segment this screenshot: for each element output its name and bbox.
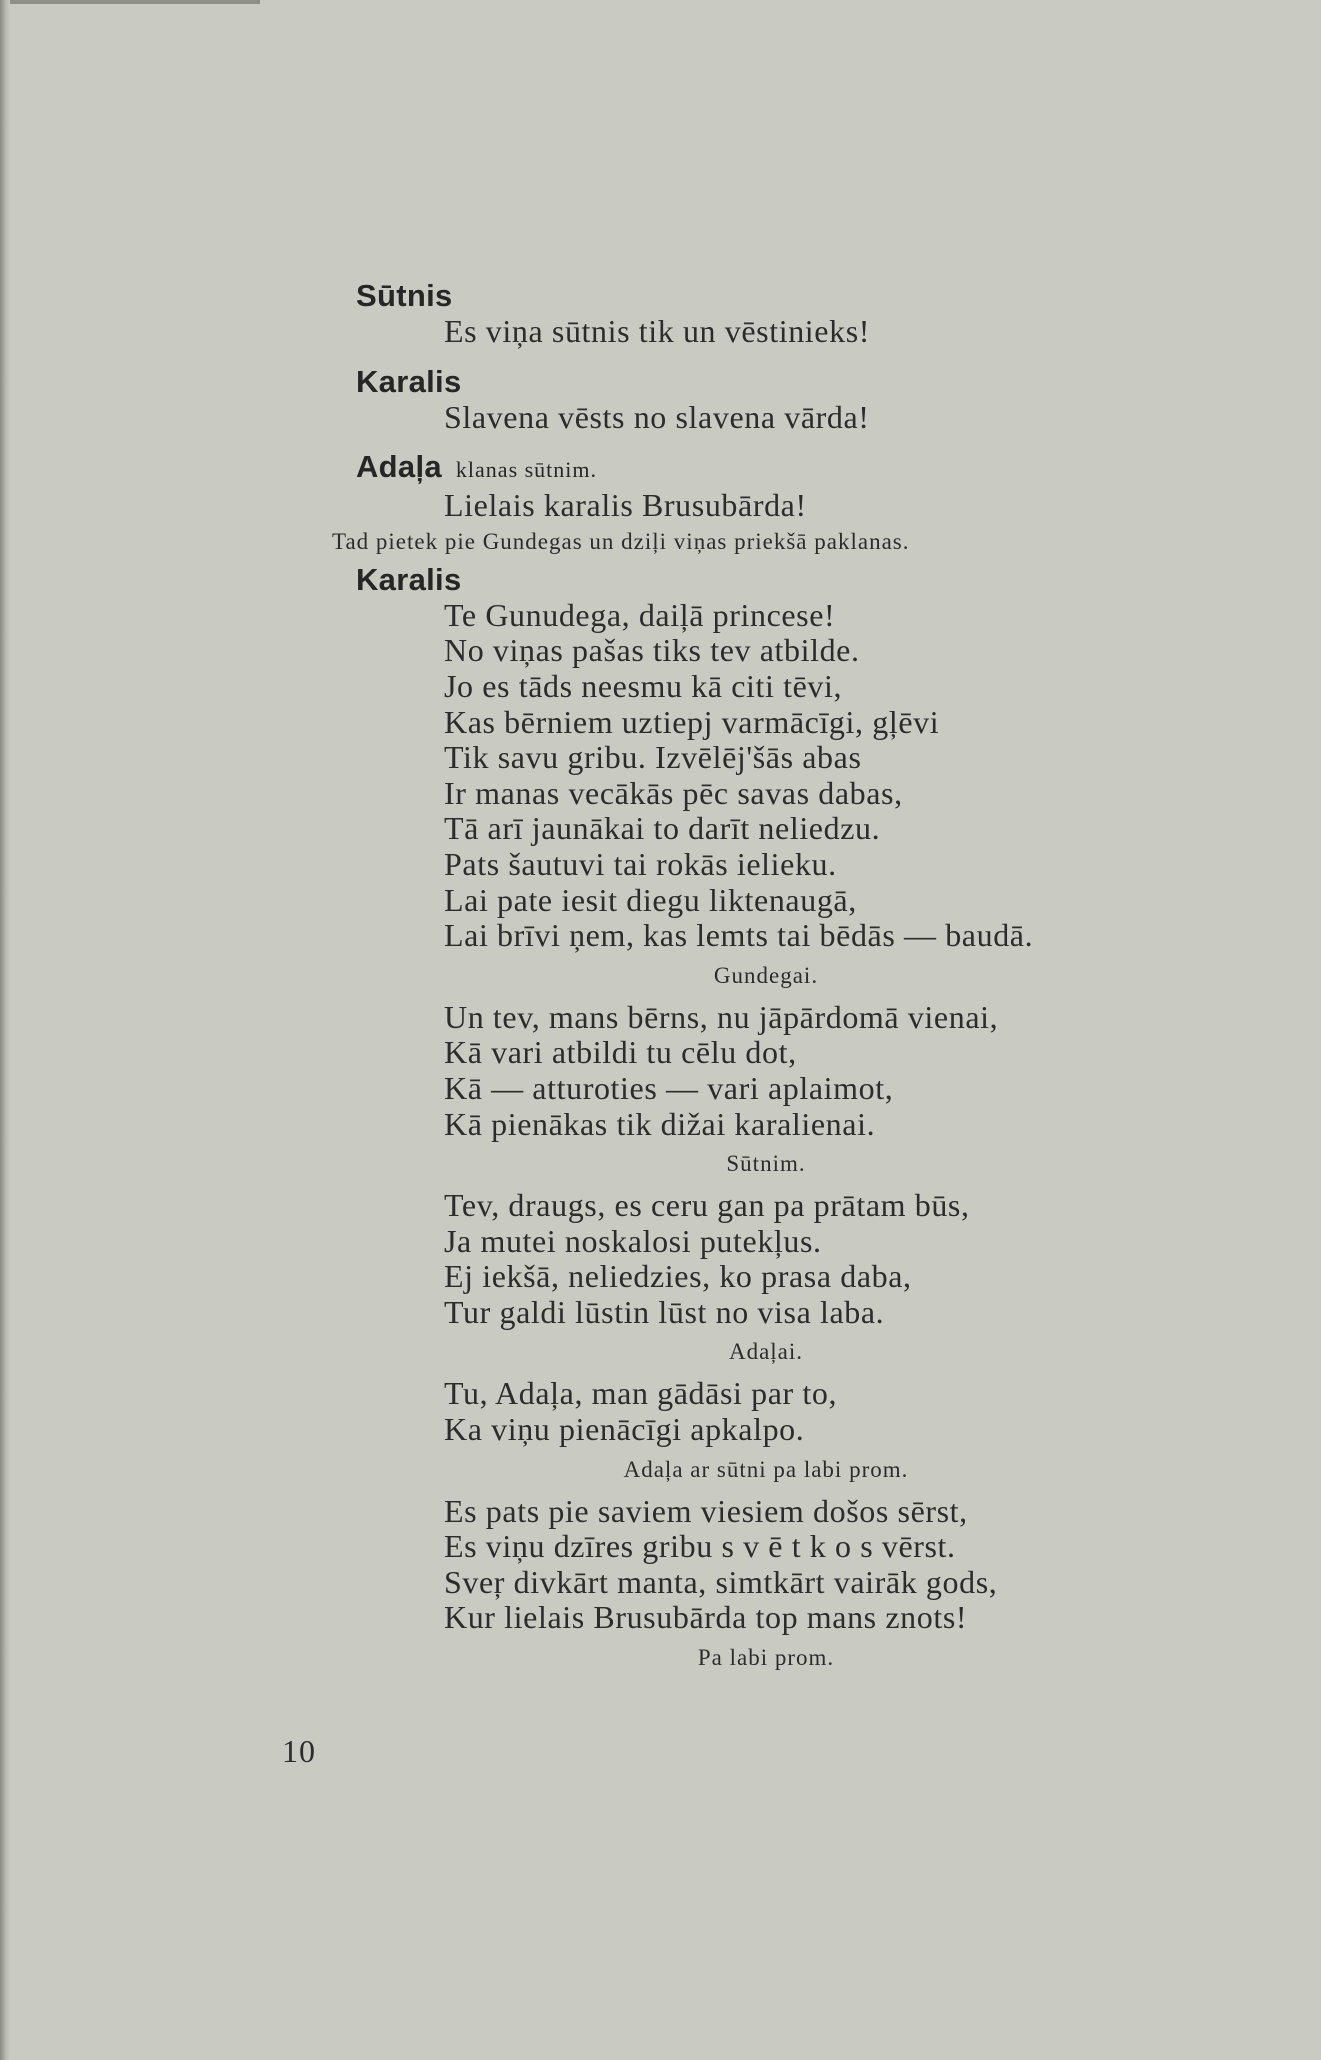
page-edge — [0, 0, 10, 2060]
speech-karalis — [444, 598, 1256, 954]
verse-line: Lielais karalis Brusubārda! — [444, 487, 807, 524]
page-edge-top — [0, 0, 260, 4]
verse-line: Un tev, mans bērns, nu jāpārdomā vienai, — [444, 998, 999, 1035]
verse-line: Tev, draugs, es ceru gan pa prātam būs, — [444, 1187, 970, 1224]
speaker-adala — [356, 449, 1256, 488]
verse-line: Es pats pie saviem viesiem došos sērst, — [444, 1492, 968, 1529]
speaker-karalis — [356, 562, 1256, 598]
speaker-name: Karalis — [356, 561, 462, 597]
speaker-karalis — [356, 364, 1256, 400]
verse-line: Jo es tāds neesmu kā citi tēvi, — [444, 667, 843, 704]
verse-line: No viņas pašas tiks tev atbilde. — [444, 632, 860, 669]
verse-line: Tu, Adaļa, man gādāsi par to, — [444, 1375, 838, 1412]
stage-direction: Gundegai. — [713, 962, 819, 988]
verse-line: Lai brīvi ņem, kas lemts tai bēdās — baudā. — [444, 917, 1034, 954]
verse-line: Sveŗ divkārt manta, simtkārt vairāk gods, — [444, 1563, 998, 1600]
page-number: 10 — [282, 1733, 316, 1769]
verse-line: Tā arī jaunākai to darīt neliedzu. — [444, 810, 881, 847]
verse-line: Kur lielais Brusubārda top mans znots! — [444, 1599, 968, 1636]
verse-line: Kā pienākas tik dižai karalienai. — [444, 1105, 876, 1142]
stage-direction: Adaļai. — [728, 1339, 804, 1365]
speech-karalis — [444, 1494, 1256, 1636]
stage-aside: klanas sūtnim. — [455, 457, 598, 483]
play-text — [332, 278, 1256, 1682]
speech-karalis — [444, 1000, 1256, 1142]
stage-direction: Sūtnim. — [726, 1151, 806, 1177]
speech-karalis — [444, 400, 1256, 436]
verse-line: Es viņu dzīres gribu s v ē t k o s vērst. — [444, 1528, 956, 1565]
stage-direction: Tad pietek pie Gundegas un dziļi viņas priekšā paklanas. — [332, 528, 910, 554]
speaker-name: Adaļa — [356, 449, 442, 485]
speech-karalis — [444, 1188, 1256, 1330]
speaker-name: Sūtnis — [356, 278, 453, 313]
speech-sutnis — [444, 314, 1256, 350]
speaker-name: Karalis — [356, 363, 462, 399]
speech-adala — [444, 488, 1256, 524]
verse-line: Ka viņu pienācīgi apkalpo. — [444, 1411, 805, 1448]
speaker-sutnis — [356, 278, 1256, 314]
verse-line: Tur galdi lūstin lūst no visa laba. — [444, 1293, 885, 1330]
stage-direction: Adaļa ar sūtni pa labi prom. — [623, 1456, 909, 1482]
verse-line: Ej iekšā, neliedzies, ko prasa daba, — [444, 1258, 912, 1295]
verse-line: Tik savu gribu. Izvēlēj'šās abas — [444, 739, 862, 776]
verse-line: Ir manas vecākās pēc savas dabas, — [444, 774, 903, 811]
stage-direction: Pa labi prom. — [697, 1645, 835, 1671]
verse-line: Ja mutei noskalosi putekļus. — [444, 1222, 822, 1259]
verse-line: Slavena vēsts no slavena vārda! — [444, 398, 870, 435]
verse-line: Pats šautuvi tai rokās ielieku. — [444, 845, 837, 882]
verse-line: Te Gunudega, daiļā princese! — [444, 596, 836, 633]
verse-line: Es viņa sūtnis tik un vēstinieks! — [444, 313, 871, 349]
verse-line: Lai pate iesit diegu liktenaugā, — [444, 881, 857, 918]
verse-line: Kā — atturoties — vari aplaimot, — [444, 1069, 894, 1106]
verse-line: Kā vari atbildi tu cēlu dot, — [444, 1034, 797, 1071]
verse-line: Kas bērniem uztiepj varmācīgi, gļēvi — [444, 703, 940, 740]
speech-karalis — [444, 1376, 1256, 1447]
